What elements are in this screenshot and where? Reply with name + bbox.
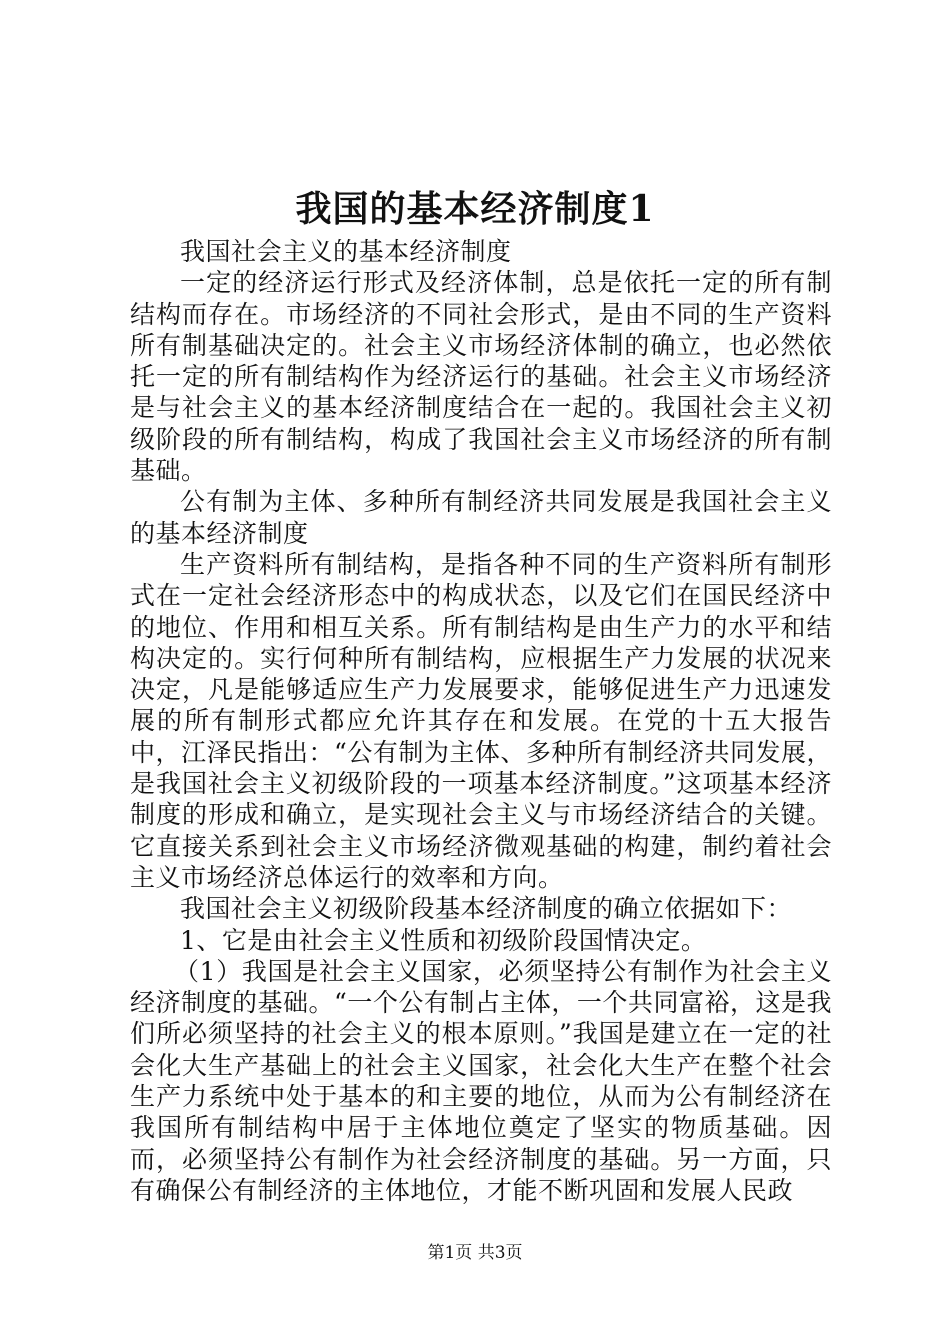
page-footer: 第1页 共3页 bbox=[427, 1243, 523, 1263]
paragraph-basis-item-1-1: （1）我国是社会主义国家，必须坚持公有制作为社会主义经济制度的基础。“一个公有制占主体，一个共同富裕，这是我们所必须坚持的社会主义的根本原则。”我国是建立在一定的社会化大生产基础上的社会主义国家，社会化大生产在整个社会生产力系统中处于基本的和主要的地位，从而为公有制经济在我国所有制结构中居于主体地位奠定了坚实的物质基础。因而，必须坚持公有制作为社会经济制度的基础。另一方面，只有确保公有制经济的主体地位，才能不断巩固和发展人民政 bbox=[130, 956, 832, 1205]
document-title: 我国的基本经济制度1 bbox=[295, 188, 655, 230]
paragraph-heading-public-ownership: 公有制为主体、多种所有制经济共同发展是我国社会主义的基本经济制度 bbox=[130, 487, 832, 548]
paragraph-ownership-structure: 一定的经济运行形式及经济体制，总是依托一定的所有制结构而存在。市场经济的不同社会形式，是由不同的生产资料所有制基础决定的。社会主义市场经济体制的确立，也必然依托一定的所有制结构作为经济运行的基础。社会主义市场经济是与社会主义的基本经济制度结合在一起的。我国社会主义初级阶段的所有制结构，构成了我国社会主义市场经济的所有制基础。 bbox=[130, 268, 832, 486]
paragraph-basis-intro: 我国社会主义初级阶段基本经济制度的确立依据如下： bbox=[180, 894, 793, 924]
document-body bbox=[130, 236, 832, 1206]
paragraph-heading-basic-system: 我国社会主义的基本经济制度 bbox=[180, 237, 512, 266]
paragraph-means-of-production: 生产资料所有制结构，是指各种不同的生产资料所有制形式在一定社会经济形态中的构成状态，以及它们在国民经济中的地位、作用和相互关系。所有制结构是由生产力的水平和结构决定的。实行何种所有制结构，应根据生产力发展的状况来决定，凡是能够适应生产力发展要求，能够促进生产力迅速发展的所有制形式都应允许其存在和发展。在党的十五大报告中，江泽民指出：“公有制为主体、多种所有制经济共同发展，是我国社会主义初级阶段的一项基本经济制度。”这项基本经济制度的形成和确立，是实现社会主义与市场经济结合的关键。它直接关系到社会主义市场经济微观基础的构建，制约着社会主义市场经济总体运行的效率和方向。 bbox=[130, 549, 832, 892]
paragraph-basis-item-1: 1、它是由社会主义性质和初级阶段国情决定。 bbox=[180, 925, 707, 955]
